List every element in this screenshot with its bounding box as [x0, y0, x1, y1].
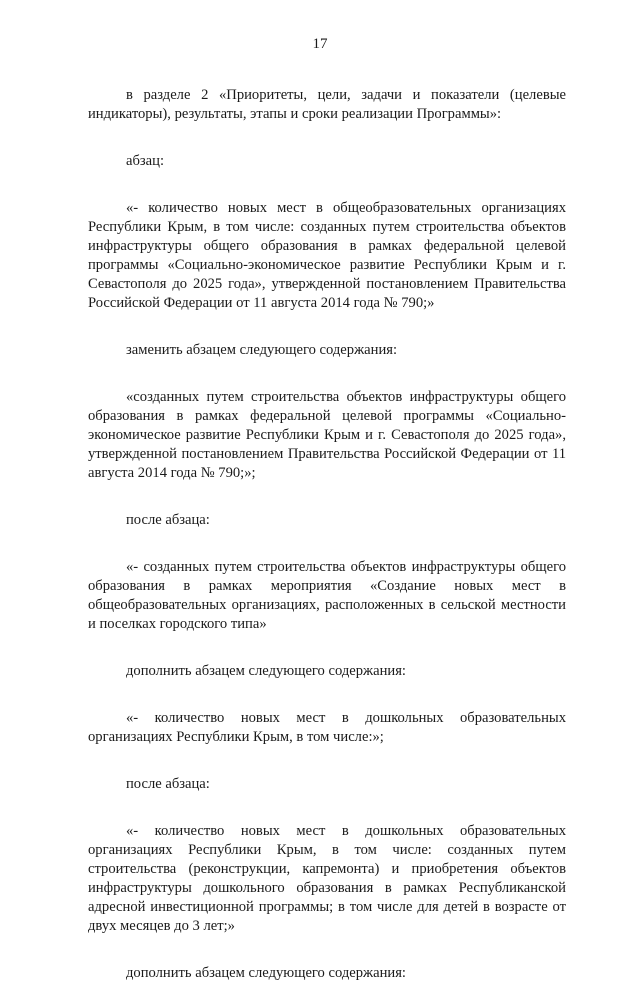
document-body [88, 86, 566, 983]
paragraph-preschool-text: «- количество новых мест в дошкольных образовательных организациях Республики Крым, в том числе:»; [88, 710, 566, 745]
paragraph-rural-text: «- созданных путем строительства объектов инфраструктуры общего образования в рамках мероприятия «Создание новых мест в общеобразовательных организациях, расположенных в сельской местности и поселках городского типа» [88, 559, 566, 632]
paragraph-add-instruction-2: дополнить абзацем следующего содержания: [126, 965, 406, 981]
page-number: 17 [312, 36, 328, 52]
paragraph-add-instruction: дополнить абзацем следующего содержания: [126, 663, 406, 679]
paragraph-section-intro: в разделе 2 «Приоритеты, цели, задачи и показатели (целевые индикаторы), результаты, этапы и сроки реализации Программы»: [88, 87, 566, 122]
paragraph-new-text: «созданных путем строительства объектов инфраструктуры общего образования в рамках федеральной целевой программы «Социально-экономическое развитие Республики Крым и г. Севастополя до 2025 года», утвержденной постановлением Правительства Российской Федерации от 11 августа 2014 года № 790;»; [88, 389, 566, 481]
paragraph-old-text: «- количество новых мест в общеобразовательных организациях Республики Крым, в том числе: созданных путем строительства объектов инфраструктуры общего образования в рамках федеральной целевой программы «Социально-экономическое развитие Республики Крым и г. Севастополя до 2025 года», утвержденной постановлением Правительства Российской Федерации от 11 августа 2014 года № 790;» [88, 200, 566, 311]
paragraph-replace-instruction: заменить абзацем следующего содержания: [126, 342, 398, 358]
paragraph-preschool-detail-text: «- количество новых мест в дошкольных образовательных организациях Республики Крым, в том числе: созданных путем строительства (реконструкции, капремонта) и приобретения объектов инфраструктуры дошкольного образования в рамках Республиканской адресной инвестиционной программы; в том числе для детей в возрасте от двух месяцев до 3 лет;» [88, 823, 566, 934]
paragraph-abzac-label: абзац: [126, 153, 165, 169]
paragraph-after-label-2: после абзаца: [126, 776, 210, 792]
paragraph-after-label: после абзаца: [126, 512, 210, 528]
